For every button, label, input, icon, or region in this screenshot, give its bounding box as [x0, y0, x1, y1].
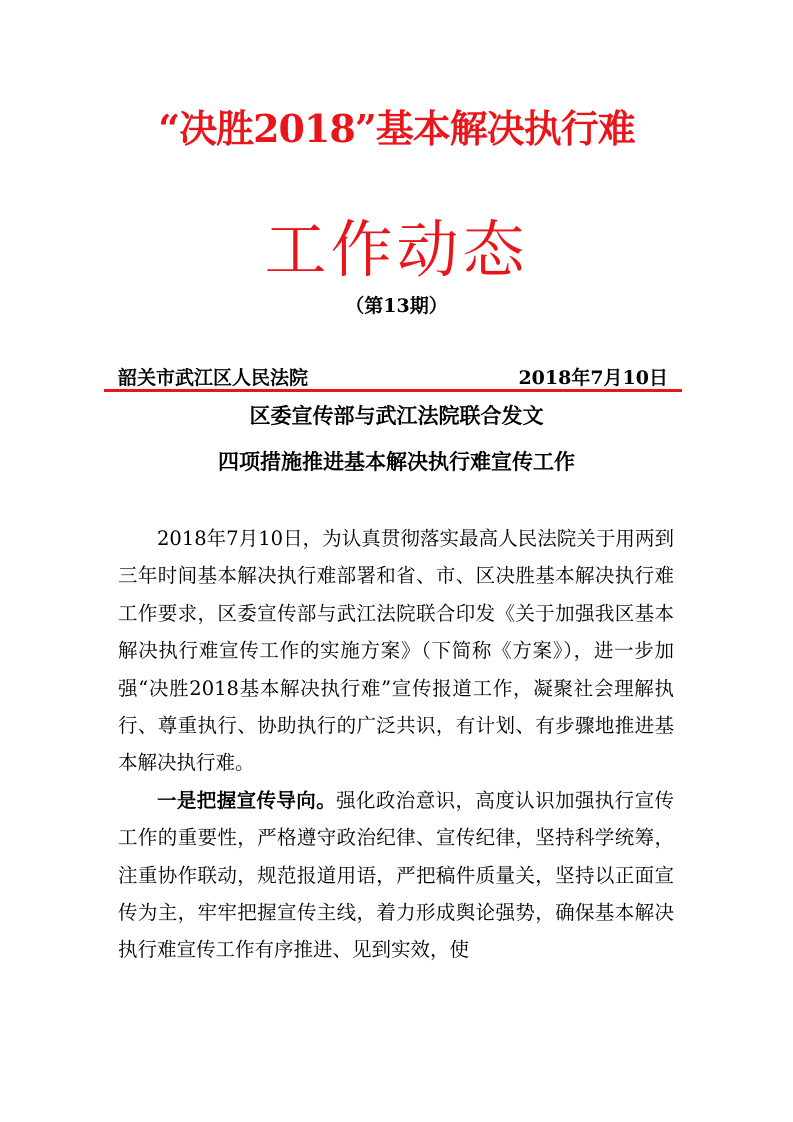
paragraph-lead-heading: 一是把握宣传导向。 — [157, 788, 337, 812]
issue-number: （第13期） — [345, 295, 448, 317]
article-headline-line1: 区委宣传部与武江法院联合发文 — [249, 403, 544, 428]
issue-date: 2018年7月10日 — [518, 367, 668, 389]
masthead-subtitle: 工作动态 — [264, 213, 529, 286]
paragraph-2-text: 强化政治意识，高度认识加强执行宣传工作的重要性，严格遵守政治纪律、宣传纪律，坚持科学统筹，注重协作联动，规范报道用语，严把稿件质量关，坚持以正面宣传为主，牢牢把握宣传主线，着力形成舆论强势，确保基本解决执行难宣传工作有序推进、见到实效，使 — [118, 788, 674, 962]
body-paragraph-1: 2018年7月10日，为认真贯彻落实最高人民法院关于用两到三年时间基本解决执行难部署和省、市、区决胜基本解决执行难工作要求，区委宣传部与武江法院联合印发《关于加强我区基本解决执行难宣传工作的实施方案》（下简称《方案》），进一步加强“决胜2018基本解决执行难”宣传报道工作，凝聚社会理解执行、尊重执行、协助执行的广泛共识，有计划、有步骤地推进基本解决执行难。 — [118, 527, 674, 775]
issuing-organization: 韶关市武江区人民法院 — [118, 367, 309, 389]
red-divider — [104, 389, 682, 392]
body-paragraph-2 — [118, 782, 674, 969]
article-body — [118, 520, 674, 969]
masthead-title: “决胜2018”基本解决执行难 — [158, 106, 635, 151]
article-headline-line2: 四项措施推进基本解决执行难宣传工作 — [218, 449, 575, 474]
